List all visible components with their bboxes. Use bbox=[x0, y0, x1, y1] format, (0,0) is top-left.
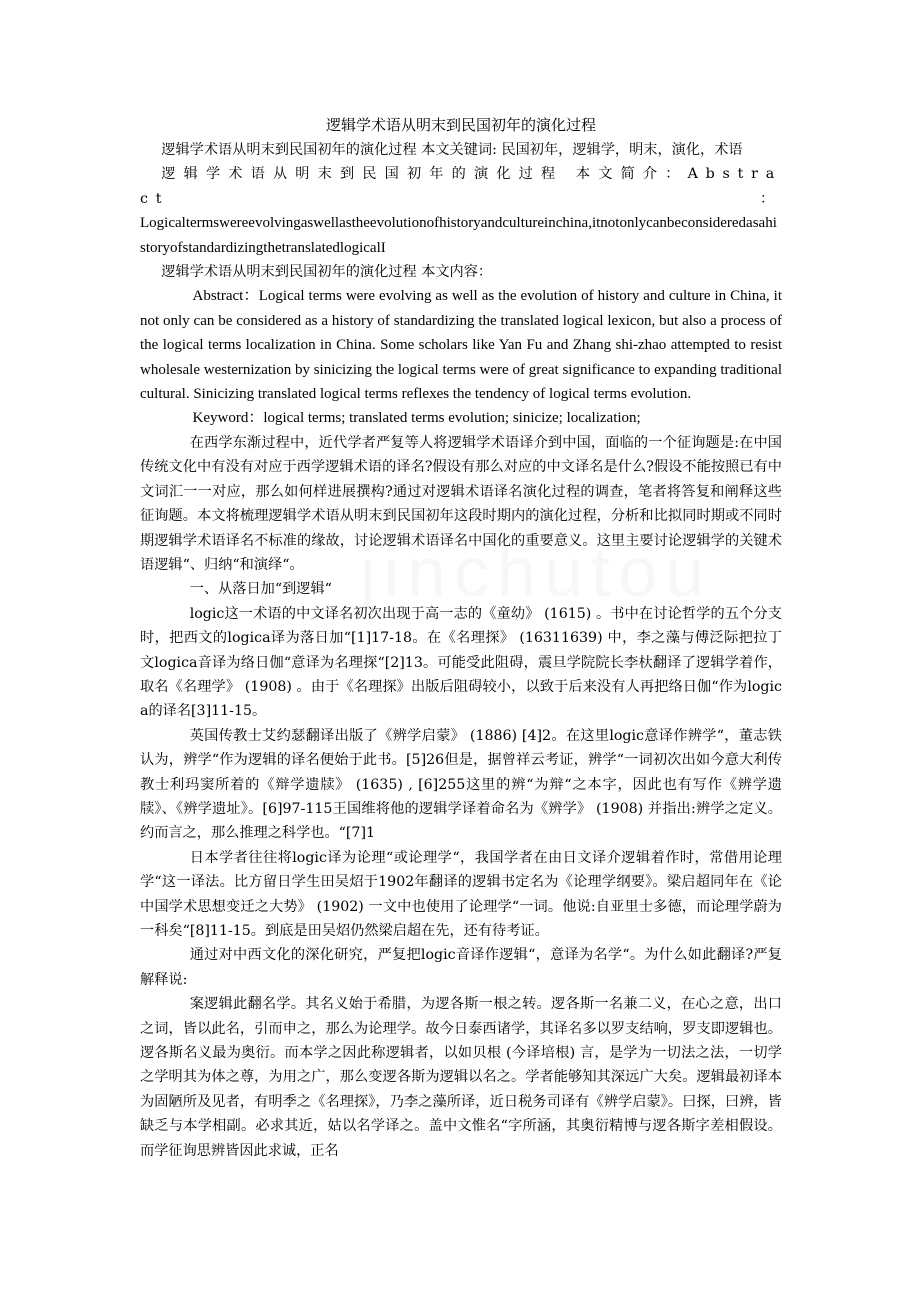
keyword-paragraph: Keyword：logical terms; translated terms evolution; sinicize; localization; bbox=[192, 410, 641, 427]
summary-heading: 逻辑学术语从明末到民国初年的演化过程 本文简介：Abstract： bbox=[140, 166, 782, 207]
watermark bbox=[360, 560, 712, 584]
keywords-line: 逻辑学术语从明末到民国初年的演化过程 本文关键词: 民国初年，逻辑学，明末，演化，术语 bbox=[161, 142, 743, 158]
document-title: 逻辑学术语从明末到民国初年的演化过程 bbox=[325, 116, 596, 134]
body-paragraph-6: 案逻辑此翻名学。其名义始于希腊，为逻各斯一根之转。逻各斯一名兼二义，在心之意，出口之词，皆以此名，引而申之，那么为论理学。故今日泰西诸学，其译名多以罗支结响，罗支即逻辑也。逻各斯名义最为奥衍。而本学之因此称逻辑者，以如贝根 (今译培根) 言，是学为一切法之法，一切学之学明其为体之尊，为用之广，那么变逻各斯为逻辑以名之。学者能够知其深远广大矣。逻辑最初译本为固陋所及见者，有明季之《名理探》，乃李之藻所译，近日税务司译有《辨学启蒙》。曰探，曰辨，皆缺乏与本学相副。必求其近，姑以名学译之。盖中文惟名“字所涵，其奥衍精博与逻各斯字差相假设。而学征询思辨皆因此求诚，正名 bbox=[140, 996, 782, 1159]
body-paragraph-1: 在西学东渐过程中，近代学者严复等人将逻辑学术语译介到中国，面临的一个征询题是:在中国传统文化中有没有对应于西学逻辑术语的译名?假设有那么对应的中文译名是什么?假设不能按照已有中文词汇一一对应，那么如何样进展撰构?通过对逻辑术语译名演化过程的调查，笔者将答复和阐释这些征询题。本文将梳理逻辑学术语从明末到民国初年这段时期内的演化过程，分析和比拟同时期或不同时期逻辑学术语译名不标准的缘故，讨论逻辑术语译名中国化的重要意义。这里主要讨论逻辑学的关键术语逻辑“、归纳“和演绎“。 bbox=[140, 434, 782, 573]
content-heading: 逻辑学术语从明末到民国初年的演化过程 本文内容： bbox=[161, 264, 493, 281]
abstract-paragraph: Abstract：Logical terms were evolving as well as the evolution of history and culture in China, it not only can be considered as a history of standardizing the translated logical lexicon, but also a process of the logical terms localization in China. Some scholars like Yan Fu and Zhang shi-zhao attempted to resist wholesale westernization by sinicizing the logical terms were of great significance to expanding traditional cultural. Sinicizing translated logical terms reflexes the tendency of logical terms evolution. bbox=[140, 288, 782, 403]
body-paragraph-4: 日本学者往往将logic译为论理“或论理学“，我国学者在由日文译介逻辑着作时，常借用论理学“这一译法。比方留日学生田吴炤于1902年翻译的逻辑书定名为《论理学纲要》。梁启超同年在《论中国学术思想变迁之大势》 (1902) 一文中也使用了论理学“一词。他说:自亚里士多德，而论理学蔚为一科矣“[8]11-15。到底是田吴炤仍然梁启超在先，还有待考证。 bbox=[140, 849, 782, 939]
body-paragraph-3: 英国传教士艾约瑟翻译出版了《辨学启蒙》 (1886) [4]2。在这里logic意译作辨学“，董志铁认为，辨学“作为逻辑的译名便始于此书。[5]26但是，据曾祥云考证，辨学“一词初次出如今意大利传教士利玛窦所着的《辩学遗牍》 (1635) , [6]255这里的辨“为辩“之本字，因此也有写作《辨学遗牍》、《辨学遗址》。[6]97-115王国维将他的逻辑学译着命名为《辨学》 (1908) 并指出:辨学之定义。约而言之，那么推理之科学也。“[7]1 bbox=[140, 727, 782, 842]
body-paragraph-2: logic这一术语的中文译名初次出现于高一志的《童幼》 (1615) 。书中在讨论哲学的五个分支时，把西文的logica译为落日加“[1]17-18。在《名理探》 (16311639) 中，李之藻与傅泛际把拉丁文logica音译为络日伽“意译为名理探“[2]13。可能受此阻碍，震旦学院院长李杕翻译了逻辑学着作，取名《名理学》 (1908) 。由于《名理探》出版后阻碍较小，以致于后来没有人再把络日伽“作为logica的译名[3]11-15。 bbox=[140, 605, 782, 720]
body-paragraph-5: 通过对中西文化的深化研究，严复把logic音译作逻辑“，意译为名学“。为什么如此翻译?严复解释说: bbox=[140, 947, 782, 988]
summary-body: Logicaltermswereevolvingaswellastheevolutionofhistoryandcultureinchina,itnotonlycanbeconsideredasahistoryofstandardizingthetranslatedlogicalI bbox=[140, 215, 777, 256]
section-heading-1: 一、从落日加“到逻辑“ bbox=[189, 581, 332, 598]
